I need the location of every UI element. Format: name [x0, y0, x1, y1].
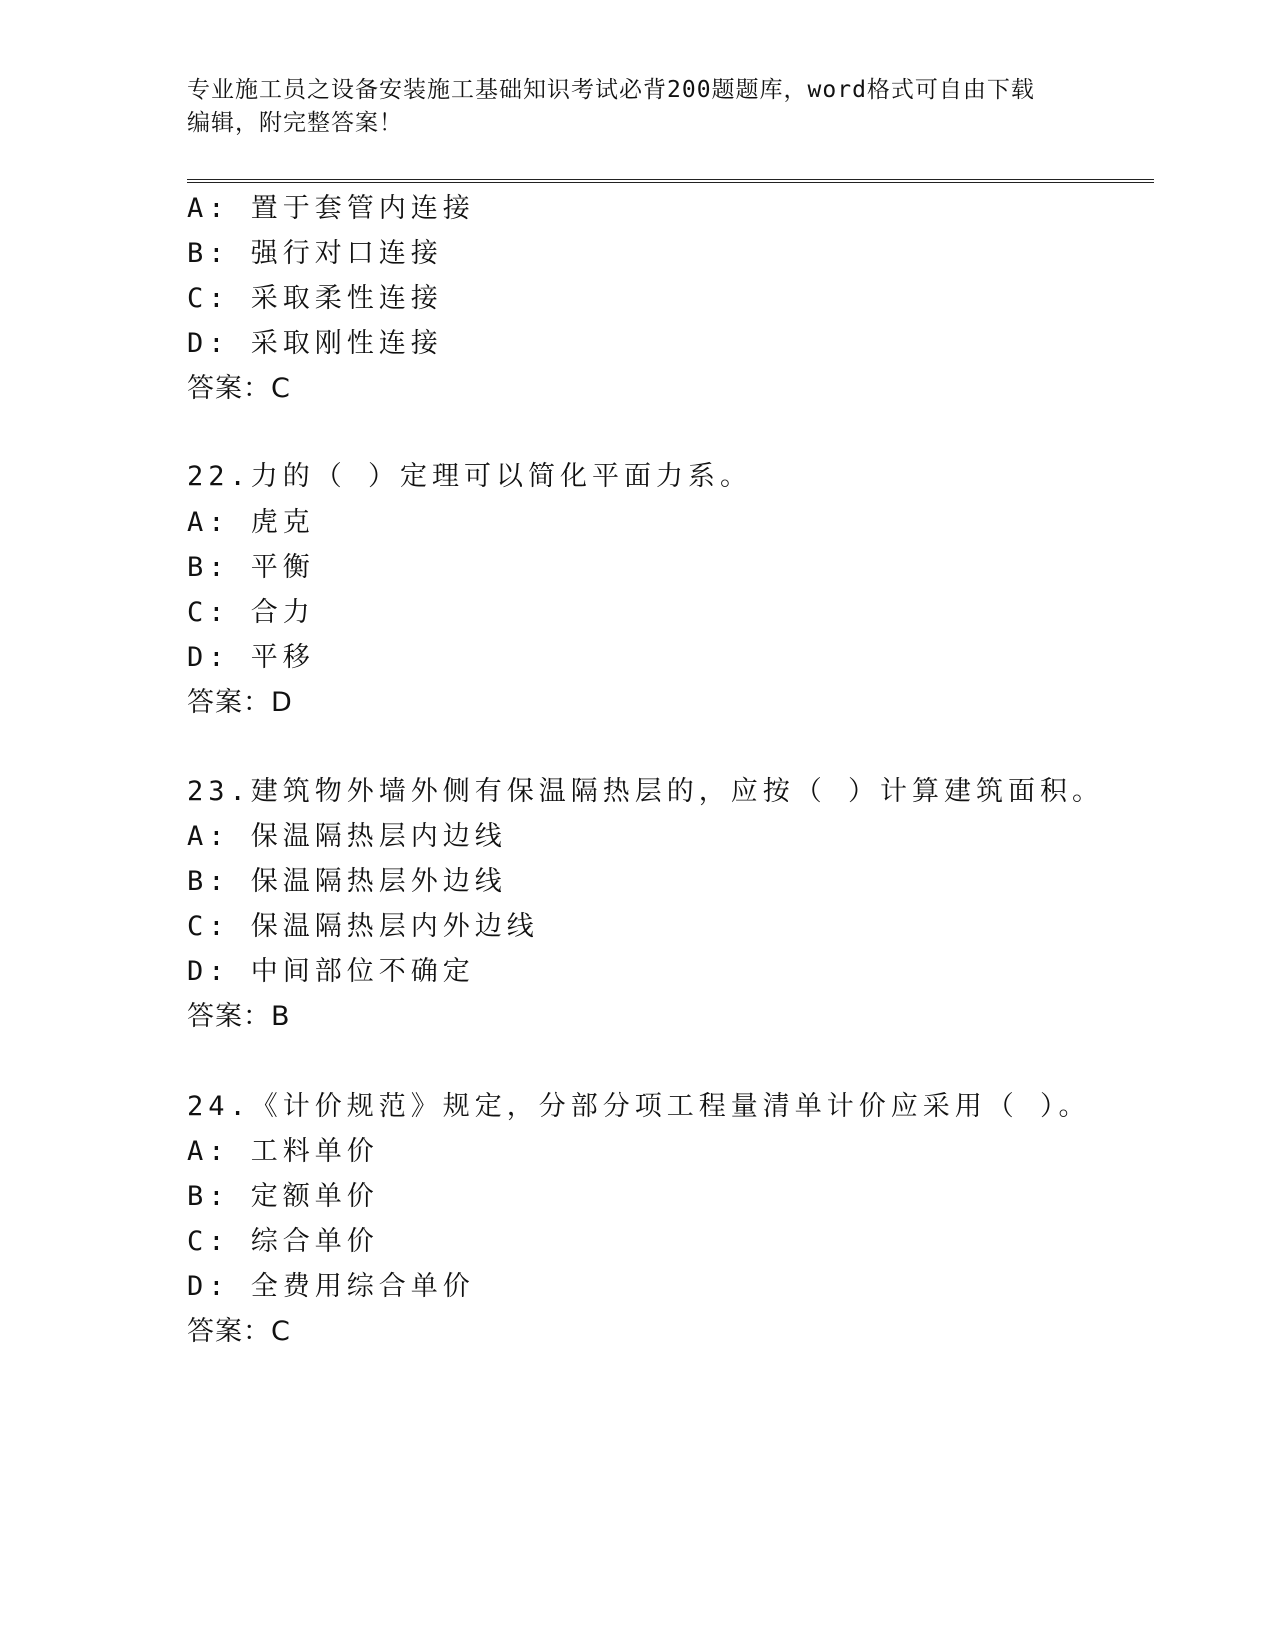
header-line-1: 专业施工员之设备安装施工基础知识考试必背200题题库，word格式可自由下载	[187, 77, 1035, 103]
q23-answer: 答案：B	[187, 1001, 291, 1032]
document-header	[187, 74, 1087, 140]
header-divider	[187, 179, 1154, 183]
header-line-2: 编辑，附完整答案！	[187, 110, 403, 136]
q24-option-c: C: 综合单价	[187, 1226, 379, 1257]
q23-option-c: C: 保温隔热层内外边线	[187, 911, 539, 942]
q23-option-d: D: 中间部位不确定	[187, 956, 475, 987]
q22-option-d: D: 平移	[187, 642, 315, 673]
q24-option-d: D: 全费用综合单价	[187, 1271, 475, 1302]
q24-question: 24.《计价规范》规定，分部分项工程量清单计价应采用（ ）。	[187, 1091, 1091, 1122]
q22-option-b: B: 平衡	[187, 552, 315, 583]
q21-option-a: A: 置于套管内连接	[187, 193, 475, 224]
q24-option-b: B: 定额单价	[187, 1181, 379, 1212]
q24-answer: 答案：C	[187, 1316, 291, 1347]
q22-answer: 答案：D	[187, 687, 293, 718]
q21-option-c: C: 采取柔性连接	[187, 283, 443, 314]
q21-option-b: B: 强行对口连接	[187, 238, 443, 269]
q23-question: 23.建筑物外墙外侧有保温隔热层的，应按（ ）计算建筑面积。	[187, 776, 1105, 807]
q22-question: 22.力的（ ）定理可以简化平面力系。	[187, 461, 753, 492]
q22-option-c: C: 合力	[187, 597, 315, 628]
q22-option-a: A: 虎克	[187, 507, 315, 538]
q21-answer: 答案：C	[187, 373, 291, 404]
q23-option-b: B: 保温隔热层外边线	[187, 866, 507, 897]
q24-option-a: A: 工料单价	[187, 1136, 379, 1167]
q23-option-a: A: 保温隔热层内边线	[187, 821, 507, 852]
q21-option-d: D: 采取刚性连接	[187, 328, 443, 359]
